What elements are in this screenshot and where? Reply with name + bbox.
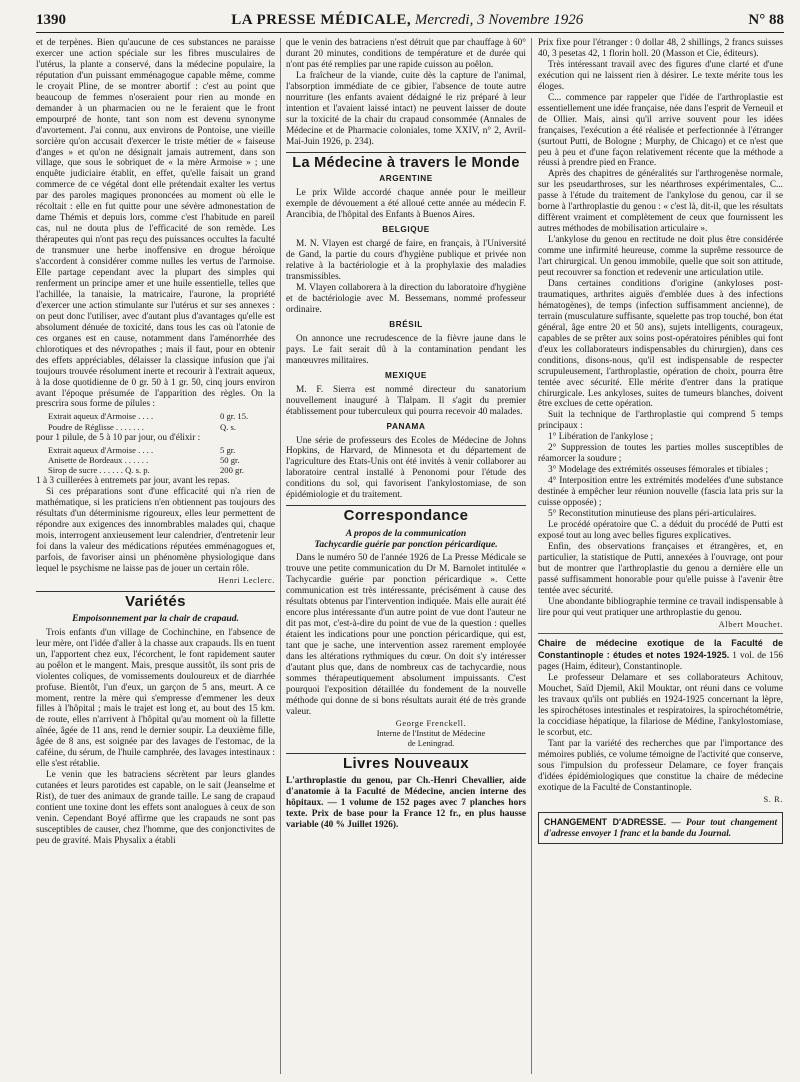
page-header — [36, 8, 784, 33]
paragraph: Dans le numéro 50 de l'année 1926 de La Presse Médicale se trouve une petite communication du Dr M. Barnolet intitulée « Tachycardie guérie par ponction péricardique ». Cette communication est très intéressante, précisément à cause des résultats obtenus par l'intervention indiquée. Mais elle aurait été encore plus intéressante d'un autre point de vue dont l'auteur ne dit pas mot, c'est-à-dire du point de vue de la question : quelles étaient les indications pour une ponction péricardique, qui est, tant que je sache, une intervention assez rarement employée dans les altérations rythmiques du cœur. On doit s'y intéresser d'autant plus que, dans de nombreux cas de tachycardie, nous sommes thérapeutiquement absolument impuissants. C'est pourquoi l'exposition détaillée du fondement de la nouvelle méthode qui donne de si bons résultats aurait été de très grande valeur. — [286, 553, 526, 717]
column-divider — [280, 38, 281, 1074]
paragraph: et de terpènes. Bien qu'aucune de ces substances ne paraisse exercer une action spéciale sur les fibres musculaires de l'utérus, la plante a conservé, dans la médecine populaire, la réputation d'un puissant emménagogue capable même, comme le croyait Pline, de se montrer abortif : c'est au point que beaucoup de femmes n'oseraient pour rien au monde en demander à un pharmacien ou ne le feraient que le front empourpré de honte, tant son nom est devenu synonyme d'avortement. J'ai connu, aux environs de Pontoise, une vieille sorcière qu'on accusait d'exercer le triste métier de « faiseuse d'anges » et qu'on ne désignait jamais autrement, dans son village, que sous le sobriquet de « la mère Armoise » ; une enquête judiciaire établit, en effet, qu'elle faisait un grand commerce de ce végétal dont elle prétendait exalter les vertus par des paroles magiques prononcées au moment où elle le récoltait : elle en fut quitte pour une sévère admonestation de dame Thémis et depuis lors, comme c'est l'habitude en pareil cas, nul ne douta plus de l'efficacité de son remède. Les thérapeutes qui n'ont pas reçu des puissances occultes la faculté de transmuer une herbe inoffensive en drogue héroïque s'accordent à considérer comme nulles les vertus de l'armoise. Elle partage cependant avec la plupart des simples qui renferment un principe amer et une huile essentielle, telles que l'achillée, la tanaisie, la matricaire, l'aurone, la propriété d'exercer une action stimulante sur l'utérus et sur ses annexes : on peut donc l'utiliser, avec d'autant plus d'avantages qu'elle est absolument dénuée de toxicité, dans tous les cas où l'atonie de ces organes est en cause, notamment dans l'aménorrhée des chlorotiques et des névropathes ; mais il faut, pour en obtenir des effets appréciables, délaisser la classique infusion que j'ai toujours trouvée résolument inerte et recourir à l'extrait aqueux, à la dose quotidienne de 0 gr. 50 à 1 gr. 50, cinq jours environ avant l'époque présumée de l'apparition des règles. On la prescrira sous forme de pilules : — [36, 38, 275, 410]
author-signature: S. R. — [763, 794, 783, 804]
author-signature: Albert Mouchet. — [718, 619, 783, 629]
notice-box — [538, 812, 783, 844]
country-heading: PANAMA — [386, 421, 426, 431]
paragraph: que le venin des batraciens n'est détruit que par chauffage à 60° durant 20 minutes, conditions de température et de durée qui n'ont pas été remplies par une rapide cuisson au poêlon. — [286, 38, 526, 70]
page-number: 1390 — [36, 11, 66, 28]
country-heading: BRÉSIL — [389, 319, 423, 329]
paragraph: pour 1 pilule, de 5 à 10 par jour, ou d'élixir : — [36, 432, 201, 443]
section-rule — [286, 753, 526, 754]
list-item: 1° Libération de l'ankylose ; — [548, 432, 654, 443]
column-divider — [531, 38, 532, 1074]
section-title-correspondance: Correspondance — [343, 507, 469, 525]
paragraph: Le prix Wilde accordé chaque année pour le meilleur exemple de dévouement a été alloué cette année au médecin F. Arancibia, de l'hôpital des Enfants à Buenos Aires. — [286, 188, 526, 221]
paragraph: Le professeur Delamare et ses collaborateurs Achitouv, Mouchet, Saïd Djemil, Akil Mouktar, ont réuni dans ce volume les travaux qu'ils ont publiés en 1924-1925 concernant la lèpre, les spirochétoses intestinales et respiratoires, la spirochétométrie, la coccidiase hépatique, la filariose de Médine, l'ankylostomiase, le scorbut, etc. — [538, 673, 783, 739]
country-heading: MEXIQUE — [385, 370, 427, 380]
paragraph: Suit la technique de l'arthroplastie qui comprend 5 temps principaux : — [538, 410, 783, 432]
paragraph: Le procédé opératoire que C. a déduit du procédé de Putti est exposé tout au long avec belles figures explicatives. — [538, 519, 783, 541]
paragraph: Enfin, des observations françaises et étrangères, et, en particulier, la statistique de Putti, annexées à l'ouvrage, ont pour but de montrer que l'arthroplastie du genou a dernière elle un passé suffisamment honorable pour qu'elle puisse à l'avenir être tentée avec sécurité. — [538, 541, 783, 596]
section-rule — [538, 633, 783, 634]
paragraph: Si ces préparations sont d'une efficacité qui n'a rien de mathématique, si les praticiens n'en obtiennent pas toujours des résultats d'un déterminisme rigoureux, elles leur permettent de répondre aux exigences des innombrables malades qui, chaque mois, interrogent anxieusement leur calendrier, d'entretenir leur foi dans la valeur des médications réputées emménagogues et, parfois, de favoriser ainsi un phénomène physiologique dans lequel le psychisme ne laisse pas de jouer un certain rôle. — [36, 487, 275, 574]
recipe-line: Extrait aqueux d'Armoise . . . . 5 gr. — [48, 444, 236, 455]
recipe-elixir — [48, 445, 275, 476]
notice-text: — Pour tout changement d'adresse envoyer 1 franc et la bande du Journal. — [544, 816, 778, 838]
book-entry: L'arthroplastie du genou, par Ch.-Henri Chevallier, aide d'anatomie à la Faculté de Médecine, ancien interne des hôpitaux. — 1 volume de 152 pages avec 7 planches hors texte. Prix de base pour la France 12 fr., en plus hausse variable (40 % Juillet 1926). — [286, 776, 526, 831]
running-title — [231, 12, 583, 29]
section-title-livres: Livres Nouveaux — [342, 755, 470, 773]
section-rule — [286, 152, 526, 153]
book-title: Chaire de médecine exotique de la Faculté de Constantinople : études et notes 1924-1925. — [538, 638, 783, 661]
paragraph: Une abondante bibliographie termine ce travail indispensable à lire pour qui veut pratiquer une arthroplastie du genou. — [538, 596, 783, 618]
paragraph: Tant par la variété des recherches que par l'importance des mémoires publiés, ce volume témoigne de l'activité que conserve, sous l'impulsion du professeur Delamare, ce foyer français d'idées épidémiologiques que constitue la chaire de médecine exotique de la Faculté de Constantinople. — [538, 739, 783, 793]
paragraph: Très intéressant travail avec des figures d'une clarté et d'une exécution qui ne laissent rien à désirer. Le texte mérite tous les éloges. — [538, 59, 783, 92]
issue-number: N° 88 — [748, 11, 784, 28]
technique-steps — [538, 432, 783, 520]
country-heading: ARGENTINE — [379, 174, 433, 184]
column-3 — [538, 38, 783, 1074]
list-item: 5° Reconstitution minutieuse des plans péri-articulaires. — [548, 508, 757, 519]
section-rule — [36, 591, 275, 592]
section-title-varietes: Variétés — [125, 592, 186, 610]
recipe-line: Anisette de Bordeaux . . . . . . 50 gr. — [48, 454, 240, 465]
paragraph: 1 à 3 cuillerées à entremets par jour, avant les repas. — [36, 476, 230, 487]
paragraph: M. F. Sierra est nommé directeur du sanatorium nouvellement inauguré à Tlalpam. Il s'agit du premier établissement pour tuberculeux qui pourra recevoir 40 malades. — [286, 384, 526, 417]
paragraph: C... commence par rappeler que l'idée de l'arthroplastie est essentiellement une idée française, née dans l'esprit de Verneuil et de Ollier. Mais, ainsi qu'il arrive souvent pour les idées françaises, l'exécution a été réalisée et perfectionnée à l'étranger (surtout Putti, de Bologne ; Murphy, de Chicago) et ce n'est que peu à peu et d'une façon relativement récente que la méthode a réussi à prendre pied en France. — [538, 92, 783, 169]
author-signature: Henri Leclerc. — [218, 575, 275, 585]
section-title-monde: La Médecine à travers le Monde — [292, 154, 520, 171]
country-heading: BELGIQUE — [382, 225, 430, 235]
issue-date: Mercredi, 3 Novembre 1926 — [414, 11, 584, 28]
recipe-line: Poudre de Réglisse . . . . . . . Q. s. — [48, 421, 236, 432]
recipe-line: Sirop de sucre . . . . . . Q. s. p. 200 gr. — [48, 465, 244, 476]
paragraph: Prix fixe pour l'étranger : 0 dollar 48, 2 shillings, 2 francs suisses 40, 3 pesetas 42, 1 florin holl. 20 (Masson et Cie, éditeurs). — [538, 38, 783, 59]
list-item: 2° Suppression de toutes les parties molles susceptibles de réamorcer la soudure ; — [538, 443, 783, 465]
list-item: 4° Interposition entre les extrémités modelées d'une substance destinée à empêcher leur réunion nouvelle (fascia lata pris sur la cuisse opposée) ; — [538, 476, 783, 509]
list-item: 3° Modelage des extrémités osseuses fémorales et tibiales ; — [548, 465, 769, 476]
paragraph: M. N. Vlayen est chargé de faire, en français, à l'Université de Gand, la partie du cours d'hygiène publique et privée non relative à la bactériologie et à la prophylaxie des maladies transmissibles. — [286, 239, 526, 283]
book-entry: Chaire de médecine exotique de la Faculté de Constantinople : études et notes 1924-1925. 1 vol. de 156 pages (Haim, éditeur), Constantinople. — [538, 638, 783, 673]
article-subtitle: Empoisonnement par la chair de crapaud. — [72, 612, 239, 624]
paragraph: Dans certaines conditions d'origine (ankyloses post-traumatiques, arthrites aiguës d'emblée dues à des infections hématogènes), de temps (infection suffisamment ancienne), de terrain (musculature suffisante, squelette pas trop touché, bon état général, âge entre 20 et 50 ans), sujets intelligents, courageux, capables de se prêter aux soins post-opératoires pénibles qui font d'eux les collaborateurs indispensables du chirurgien), dans ces conditions, disons-nous, qu'il est indispensable de respecter scrupuleusement, l'arthroplastie, opération de choix, pourra être tentée avec sécurité. Elle mérite d'entrer dans la pratique chirurgicale. Les ankyloses, suites de tumeurs blanches, doivent être exclues de cette opération. — [538, 278, 783, 410]
paragraph: Après des chapitres de généralités sur l'arthrogenèse normale, sur les pseudarthroses, sur les néarthroses expérimentales, C... passe à l'étude du traitement de l'ankylose du genou, car il se borne à l'arthroplastie du genou : « c'est là, dit-il, que les résultats diffèrent vraiment et complètement de ceux que fournissent les autres méthodes de mobilisation articulaire ». — [538, 169, 783, 235]
paragraph: L'ankylose du genou en rectitude ne doit plus être considérée comme une infirmité heureuse, comme la suprême ressource de l'art chirurgical. Un genou immobile, quelle que soit son attitude, peut recouvrer sa fonction et redevenir une articulation utile. — [538, 235, 783, 279]
paragraph: Le venin que les batraciens sécrètent par leurs glandes cutanées et leurs parotides est capable, on le sait (Jeanselme et Rist), de tuer des animaux de grande taille. Le sang de crapaud contient une toxine dont les effets sont analogues à ceux de son venin. Cependant Boyé affirme que les crapauds ne sont pas susceptibles de causer, chez l'homme, que des conjonctivites de peu de gravité. Mais Physalix a établi — [36, 770, 275, 846]
notice-heading: CHANGEMENT D'ADRESSE. — [544, 816, 667, 827]
column-2 — [286, 38, 526, 1074]
recipe-pills — [48, 411, 275, 431]
journal-name: LA PRESSE MÉDICALE, — [231, 11, 412, 28]
paragraph: On annonce une recrudescence de la fièvre jaune dans le pays. Le fait serait dû à la contamination pendant les manœuvres militaires. — [286, 333, 526, 366]
letter-signature: George Frenckell. Interne de l'Institut de Médecine de Leningrad. — [376, 719, 486, 749]
paragraph: Une série de professeurs des Ecoles de Médecine de Johns Hopkins, de Harvard, de Minnesota et du département de l'agriculture des Etats-Unis ont été invités à venir collaborer au laboratoire central installé à Penonomi pour l'étude des conditions du sol, qui favorisent l'ankylostomiase, de son épidémiologie et du traitement. — [286, 435, 526, 501]
column-1 — [36, 38, 275, 1074]
letter-heading: A propos de la communication Tachycardie guérie par ponction péricardique. — [314, 528, 498, 551]
recipe-line: Extrait aqueux d'Armoise . . . . 0 gr. 15. — [48, 411, 249, 422]
section-rule — [286, 505, 526, 506]
paragraph: M. Vlayen collaborera à la direction du laboratoire d'hygiène et de bactériologie avec M. Bessemans, nommé professeur ordinaire. — [286, 283, 526, 315]
paragraph: La fraîcheur de la viande, cuite dès la capture de l'animal, l'absorption immédiate de ce gibier, l'absence de toute autre nourriture (les enfants avaient dédaigné le riz préparé à leur intention et l'avaient laissé intact) ne peuvent laisser de doute sur la toxicité de la chair du crapaud consommée (Annales de Médecine et de Pharmacie coloniales, tome XXIV, n° 2, Avril-Mai-Juin 1926, p. 234). — [286, 70, 526, 147]
paragraph: Trois enfants d'un village de Cochinchine, en l'absence de leur mère, ont l'idée d'aller à la chasse aux crapauds. Ils en tuent un, l'apportent chez eux, l'écorchent, le font rapidement sauter au poêlon et le mangent. Mais, presque aussitôt, ils sont pris de violentes coliques, de vomissements douloureux et de diarrhée profuse. Bientôt, l'un d'eux, un garçon de 5 ans, meurt. A ce moment, rentre la mère qui s'empresse d'emmener les deux filles à l'hôpital ; mais le trajet est long et, au bout des 15 km. de route, elles n'arrivent à l'hôpital qu'au moment où la fillette aînée, âgée de 11 ans, rend le dernier soupir. La deuxième fille, âgée de 8 ans, est soignée par des lavages de l'estomac, de la caféine, du sérum, de l'huile camphrée, des lavages intestinaux : elle s'est rétablie. — [36, 627, 275, 770]
